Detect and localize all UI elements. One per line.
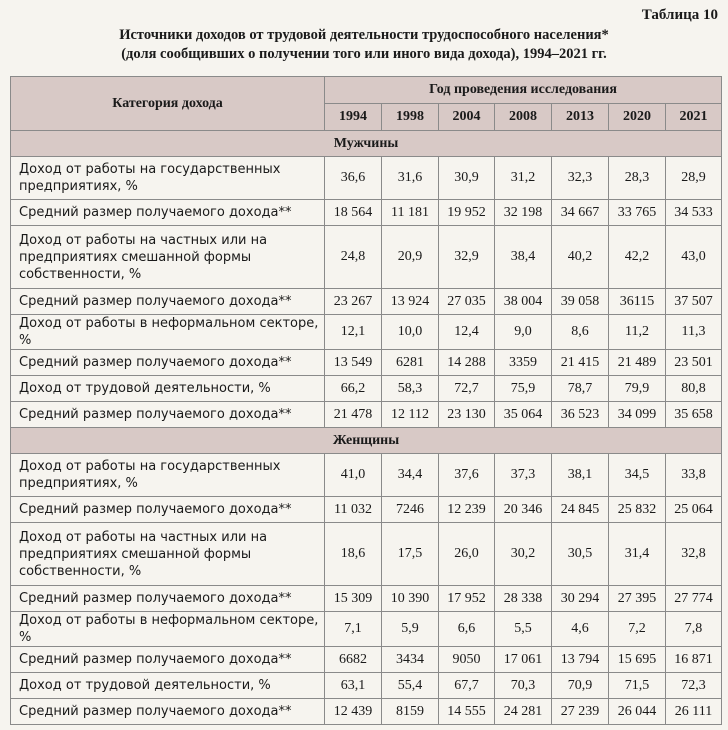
section-row	[11, 428, 722, 454]
value-cell: 27 239	[552, 699, 609, 725]
value-cell: 24,8	[325, 226, 382, 289]
row-label: Доход от работы на частных или на предприятиях смешанной формы собственности, %	[11, 226, 325, 289]
value-cell: 15 695	[609, 647, 666, 673]
value-cell: 42,2	[609, 226, 666, 289]
header-year: 2020	[609, 104, 666, 131]
value-cell: 17,5	[382, 523, 439, 586]
value-cell: 37 507	[666, 289, 722, 315]
value-cell: 35 064	[495, 402, 552, 428]
income-table	[10, 76, 722, 725]
value-cell: 34 533	[666, 200, 722, 226]
row-label: Средний размер получаемого дохода**	[11, 402, 325, 428]
value-cell: 30 294	[552, 586, 609, 612]
header-year: 1998	[382, 104, 439, 131]
value-cell: 7,8	[666, 612, 722, 647]
value-cell: 7,2	[609, 612, 666, 647]
value-cell: 11,2	[609, 315, 666, 350]
value-cell: 8,6	[552, 315, 609, 350]
value-cell: 43,0	[666, 226, 722, 289]
header-year: 2013	[552, 104, 609, 131]
value-cell: 33,8	[666, 454, 722, 497]
row-label: Доход от работы на государственных предприятиях, %	[11, 454, 325, 497]
value-cell: 3434	[382, 647, 439, 673]
value-cell: 31,6	[382, 157, 439, 200]
value-cell: 5,9	[382, 612, 439, 647]
value-cell: 27 395	[609, 586, 666, 612]
value-cell: 38,1	[552, 454, 609, 497]
value-cell: 70,9	[552, 673, 609, 699]
table-row	[11, 350, 722, 376]
value-cell: 66,2	[325, 376, 382, 402]
value-cell: 15 309	[325, 586, 382, 612]
value-cell: 55,4	[382, 673, 439, 699]
header-year: 2008	[495, 104, 552, 131]
value-cell: 40,2	[552, 226, 609, 289]
value-cell: 12 239	[439, 497, 495, 523]
value-cell: 17 952	[439, 586, 495, 612]
table-row	[11, 157, 722, 200]
value-cell: 12 439	[325, 699, 382, 725]
value-cell: 23 130	[439, 402, 495, 428]
value-cell: 24 845	[552, 497, 609, 523]
value-cell: 58,3	[382, 376, 439, 402]
table-row	[11, 586, 722, 612]
value-cell: 30,5	[552, 523, 609, 586]
value-cell: 32,8	[666, 523, 722, 586]
row-label: Средний размер получаемого дохода**	[11, 497, 325, 523]
value-cell: 72,7	[439, 376, 495, 402]
row-label: Средний размер получаемого дохода**	[11, 350, 325, 376]
value-cell: 31,4	[609, 523, 666, 586]
value-cell: 7,1	[325, 612, 382, 647]
value-cell: 23 501	[666, 350, 722, 376]
value-cell: 63,1	[325, 673, 382, 699]
table-row	[11, 200, 722, 226]
value-cell: 21 489	[609, 350, 666, 376]
value-cell: 8159	[382, 699, 439, 725]
table-title	[0, 26, 728, 64]
value-cell: 25 832	[609, 497, 666, 523]
value-cell: 39 058	[552, 289, 609, 315]
value-cell: 20 346	[495, 497, 552, 523]
table-row	[11, 226, 722, 289]
value-cell: 32,3	[552, 157, 609, 200]
value-cell: 36,6	[325, 157, 382, 200]
table-row	[11, 454, 722, 497]
value-cell: 6,6	[439, 612, 495, 647]
value-cell: 34 099	[609, 402, 666, 428]
value-cell: 30,9	[439, 157, 495, 200]
value-cell: 30,2	[495, 523, 552, 586]
row-label: Средний размер получаемого дохода**	[11, 699, 325, 725]
value-cell: 12,1	[325, 315, 382, 350]
value-cell: 26 111	[666, 699, 722, 725]
table-row	[11, 523, 722, 586]
value-cell: 33 765	[609, 200, 666, 226]
section-title: Женщины	[11, 428, 722, 454]
value-cell: 13 549	[325, 350, 382, 376]
row-label: Доход от работы на государственных предприятиях, %	[11, 157, 325, 200]
value-cell: 71,5	[609, 673, 666, 699]
value-cell: 34 667	[552, 200, 609, 226]
value-cell: 24 281	[495, 699, 552, 725]
value-cell: 32 198	[495, 200, 552, 226]
table-row	[11, 647, 722, 673]
value-cell: 13 924	[382, 289, 439, 315]
value-cell: 32,9	[439, 226, 495, 289]
value-cell: 38 004	[495, 289, 552, 315]
value-cell: 80,8	[666, 376, 722, 402]
value-cell: 28,9	[666, 157, 722, 200]
value-cell: 67,7	[439, 673, 495, 699]
value-cell: 9,0	[495, 315, 552, 350]
value-cell: 17 061	[495, 647, 552, 673]
row-label: Средний размер получаемого дохода**	[11, 586, 325, 612]
table-row	[11, 497, 722, 523]
section-title: Мужчины	[11, 131, 722, 157]
value-cell: 70,3	[495, 673, 552, 699]
table-row	[11, 376, 722, 402]
value-cell: 34,4	[382, 454, 439, 497]
header-year: 2021	[666, 104, 722, 131]
value-cell: 4,6	[552, 612, 609, 647]
value-cell: 37,3	[495, 454, 552, 497]
value-cell: 25 064	[666, 497, 722, 523]
title-line-1: Источники доходов от трудовой деятельности трудоспособного населения*	[119, 27, 609, 43]
header-year-group: Год проведения исследования	[325, 77, 722, 104]
value-cell: 31,2	[495, 157, 552, 200]
value-cell: 18,6	[325, 523, 382, 586]
value-cell: 5,5	[495, 612, 552, 647]
row-label: Средний размер получаемого дохода**	[11, 200, 325, 226]
value-cell: 72,3	[666, 673, 722, 699]
value-cell: 36 523	[552, 402, 609, 428]
row-label: Доход от работы в неформальном секторе, %	[11, 315, 325, 350]
value-cell: 79,9	[609, 376, 666, 402]
value-cell: 75,9	[495, 376, 552, 402]
value-cell: 38,4	[495, 226, 552, 289]
value-cell: 35 658	[666, 402, 722, 428]
value-cell: 18 564	[325, 200, 382, 226]
value-cell: 12 112	[382, 402, 439, 428]
value-cell: 11 181	[382, 200, 439, 226]
value-cell: 36115	[609, 289, 666, 315]
value-cell: 10,0	[382, 315, 439, 350]
table-body	[11, 131, 722, 725]
value-cell: 16 871	[666, 647, 722, 673]
value-cell: 13 794	[552, 647, 609, 673]
value-cell: 21 415	[552, 350, 609, 376]
header-category: Категория дохода	[11, 77, 325, 131]
value-cell: 78,7	[552, 376, 609, 402]
title-line-2: (доля сообщивших о получении того или иного вида дохода), 1994–2021 гг.	[121, 46, 607, 62]
value-cell: 7246	[382, 497, 439, 523]
value-cell: 3359	[495, 350, 552, 376]
row-label: Доход от трудовой деятельности, %	[11, 673, 325, 699]
table-row	[11, 289, 722, 315]
value-cell: 41,0	[325, 454, 382, 497]
table-row	[11, 315, 722, 350]
value-cell: 26 044	[609, 699, 666, 725]
value-cell: 28 338	[495, 586, 552, 612]
value-cell: 23 267	[325, 289, 382, 315]
value-cell: 11,3	[666, 315, 722, 350]
row-label: Доход от трудовой деятельности, %	[11, 376, 325, 402]
row-label: Средний размер получаемого дохода**	[11, 647, 325, 673]
table-row	[11, 402, 722, 428]
table-number: Таблица 10	[641, 7, 718, 23]
value-cell: 10 390	[382, 586, 439, 612]
section-row	[11, 131, 722, 157]
value-cell: 28,3	[609, 157, 666, 200]
value-cell: 14 555	[439, 699, 495, 725]
header-year: 2004	[439, 104, 495, 131]
table-row	[11, 699, 722, 725]
header-year: 1994	[325, 104, 382, 131]
value-cell: 27 774	[666, 586, 722, 612]
table-row	[11, 612, 722, 647]
value-cell: 27 035	[439, 289, 495, 315]
value-cell: 6281	[382, 350, 439, 376]
value-cell: 34,5	[609, 454, 666, 497]
table-row	[11, 673, 722, 699]
value-cell: 6682	[325, 647, 382, 673]
row-label: Средний размер получаемого дохода**	[11, 289, 325, 315]
value-cell: 21 478	[325, 402, 382, 428]
value-cell: 12,4	[439, 315, 495, 350]
row-label: Доход от работы на частных или на предприятиях смешанной формы собственности, %	[11, 523, 325, 586]
value-cell: 11 032	[325, 497, 382, 523]
value-cell: 37,6	[439, 454, 495, 497]
value-cell: 20,9	[382, 226, 439, 289]
value-cell: 14 288	[439, 350, 495, 376]
row-label: Доход от работы в неформальном секторе, %	[11, 612, 325, 647]
value-cell: 19 952	[439, 200, 495, 226]
value-cell: 9050	[439, 647, 495, 673]
value-cell: 26,0	[439, 523, 495, 586]
